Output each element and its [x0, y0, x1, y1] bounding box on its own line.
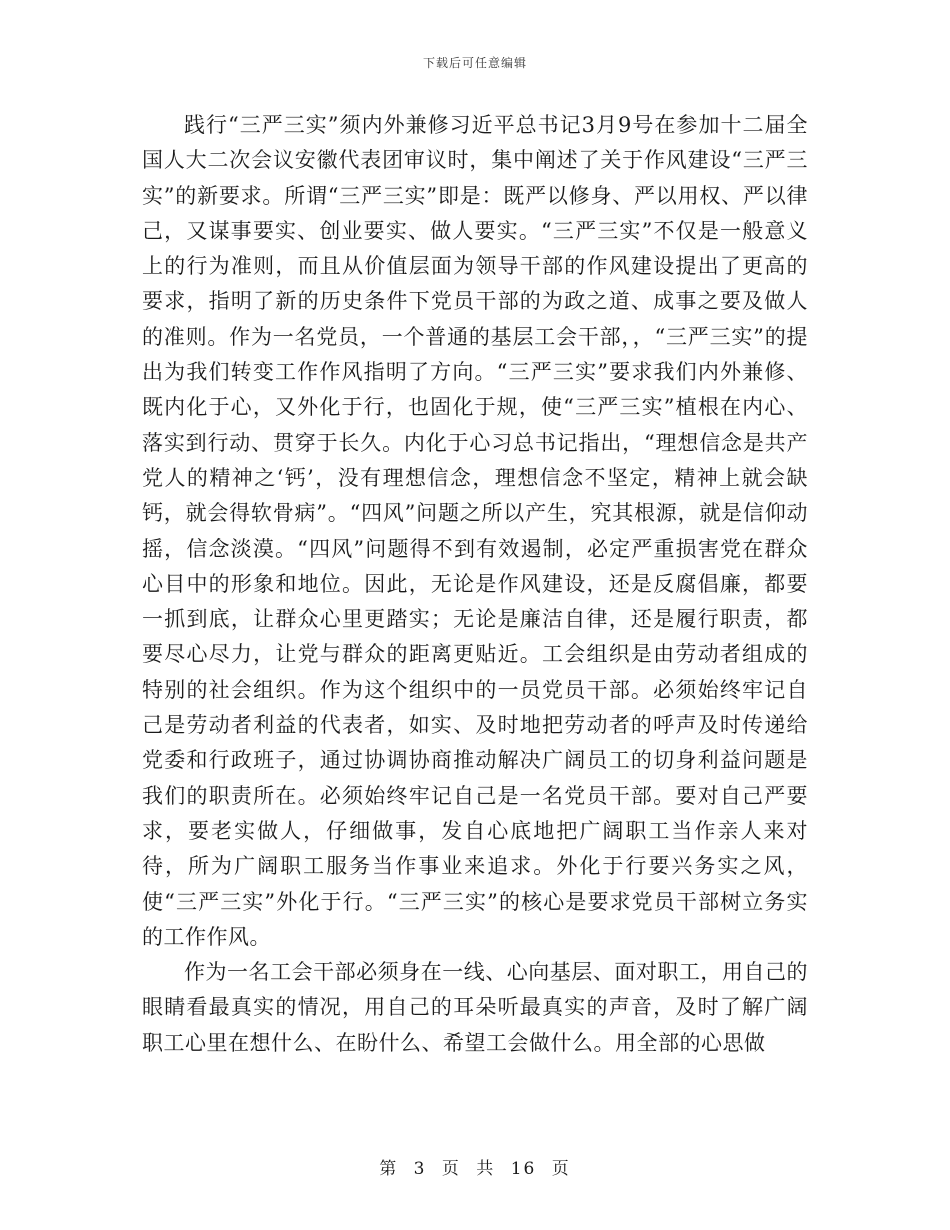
page-number: 第 3 页 共 16 页 — [379, 1159, 571, 1179]
header-note: 下载后可任意编辑 — [422, 56, 527, 70]
document-body — [142, 108, 808, 1061]
paragraph-2: 作为一名工会干部必须身在一线、心向基层、面对职工，用自己的眼睛看最真实的情况，用自己的耳朵听最真实的声音，及时了解广阔职工心里在想什么、在盼什么、希望工会做什么。用全部的心思做 — [142, 960, 808, 1055]
paragraph-1: 践行“三严三实”须内外兼修习近平总书记3月9号在参加十二届全国人大二次会议安徽代表团审议时，集中阐述了关于作风建设“三严三实”的新要求。所谓“三严三实”即是：既严以修身、严以用权、严以律己，又谋事要实、创业要实、做人要实。“三严三实”不仅是一般意义上的行为准则，而且从价值层面为领导干部的作风建设提出了更高的要求，指明了新的历史条件下党员干部的为政之道、成事之要及做人的准则。作为一名党员，一个普通的基层工会干部，，“三严三实”的提出为我们转变工作作风指明了方向。“三严三实”要求我们内外兼修、既内化于心，又外化于行，也固化于规，使“三严三实”植根在内心、落实到行动、贯穿于长久。内化于心习总书记指出，“理想信念是共产党人的精神之‘钙’，没有理想信念，理想信念不坚定，精神上就会缺钙，就会得软骨病”。“四风”问题之所以产生，究其根源，就是信仰动摇，信念淡漠。“四风”问题得不到有效遏制，必定严重损害党在群众心目中的形象和地位。因此，无论是作风建设，还是反腐倡廉，都要一抓到底，让群众心里更踏实；无论是廉洁自律，还是履行职责，都要尽心尽力，让党与群众的距离更贴近。工会组织是由劳动者组成的特别的社会组织。作为这个组织中的一员党员干部。必须始终牢记自己是劳动者利益的代表者，如实、及时地把劳动者的呼声及时传递给党委和行政班子，通过协调协商推动解决广阔员工的切身利益问题是我们的职责所在。必须始终牢记自己是一名党员干部。要对自己严要求，要老实做人，仔细做事，发自心底地把广阔职工当作亲人来对待，所为广阔职工服务当作事业来追求。外化于行要兴务实之风，使“三严三实”外化于行。“三严三实”的核心是要求党员干部树立务实的工作作风。 — [142, 113, 808, 949]
